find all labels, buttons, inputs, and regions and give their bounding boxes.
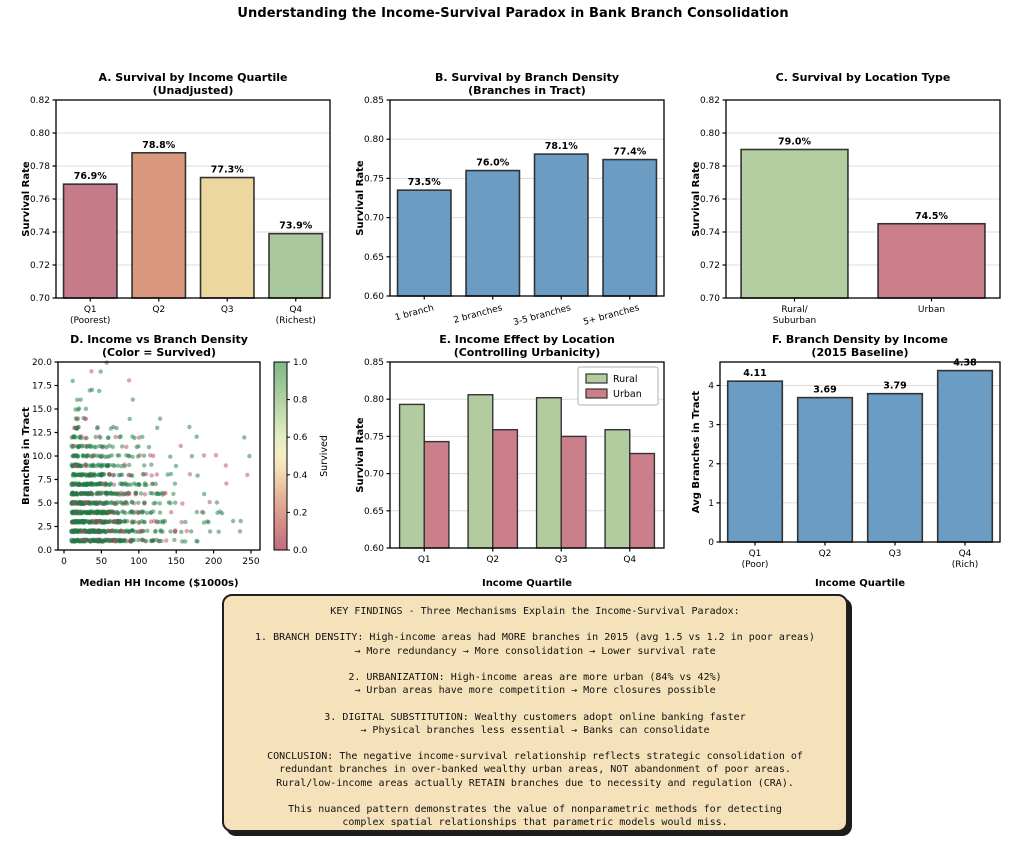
findings-line: 1. BRANCH DENSITY: High-income areas had MORE branches in 2015 (avg 1.5 vs 1.2 in poor areas) [255, 632, 815, 644]
y-axis-label: Survival Rate [691, 161, 702, 237]
svg-text:Suburban: Suburban [772, 316, 817, 326]
svg-text:(Poor): (Poor) [741, 560, 769, 570]
svg-text:10.0: 10.0 [31, 452, 52, 462]
panel-title: B. Survival by Branch Density [435, 71, 619, 84]
panel-title: A. Survival by Income Quartile [98, 71, 288, 84]
svg-text:Q3: Q3 [220, 305, 234, 315]
bar-value-label: 76.9% [73, 171, 107, 183]
panel-b-survival-by-branch-density [352, 68, 674, 330]
bar [64, 184, 117, 298]
svg-text:12.5: 12.5 [31, 428, 52, 439]
svg-text:0.78: 0.78 [699, 162, 720, 172]
svg-text:0.70: 0.70 [29, 294, 50, 304]
findings-line: redundant branches in over-banked wealthy urban areas, NOT abandonment of poor areas. [279, 764, 791, 776]
bar [603, 160, 656, 296]
svg-text:0.80: 0.80 [699, 129, 720, 139]
y-axis-label: Avg Branches in Tract [691, 390, 702, 514]
svg-text:0.2: 0.2 [293, 508, 308, 519]
svg-text:0.80: 0.80 [29, 129, 50, 139]
bar-value-label: 78.1% [544, 141, 578, 153]
panel-a-survival-by-income-quartile [18, 68, 340, 330]
svg-text:0.80: 0.80 [363, 135, 384, 146]
svg-text:0: 0 [61, 557, 67, 567]
y-axis-label: Survival Rate [21, 161, 32, 237]
svg-text:Urban: Urban [917, 305, 946, 315]
panel-title: (2015 Baseline) [811, 346, 909, 359]
svg-text:0.0: 0.0 [293, 546, 308, 556]
svg-text:0.70: 0.70 [699, 294, 720, 304]
svg-text:Q2: Q2 [486, 555, 500, 565]
svg-text:7.5: 7.5 [37, 475, 52, 486]
findings-line: complex spatial relationships that parametric models would miss. [342, 817, 728, 829]
key-findings-box [222, 594, 848, 832]
legend-swatch [586, 374, 607, 383]
svg-text:0.0: 0.0 [37, 546, 52, 556]
svg-text:0.75: 0.75 [363, 174, 384, 185]
svg-text:Q1: Q1 [748, 549, 762, 559]
svg-text:0.72: 0.72 [29, 261, 50, 271]
bar-value-label: 3.79 [883, 380, 907, 392]
svg-text:0.76: 0.76 [699, 195, 720, 205]
svg-text:5.0: 5.0 [37, 499, 52, 509]
x-axis-label: Median HH Income ($1000s) [79, 578, 239, 589]
figure-title: Understanding the Income-Survival Paradox in Bank Branch Consolidation [237, 6, 789, 21]
bar [878, 224, 985, 298]
bar-value-label: 76.0% [476, 157, 510, 169]
svg-text:250: 250 [242, 557, 260, 567]
panel-f-branch-density-by-income [688, 330, 1010, 592]
findings-line [224, 790, 846, 803]
svg-text:15.0: 15.0 [31, 405, 52, 415]
svg-text:Q3: Q3 [554, 555, 568, 565]
panel-title: D. Income vs Branch Density [70, 333, 248, 346]
panel-title: E. Income Effect by Location [439, 333, 615, 346]
svg-text:3-5 branches: 3-5 branches [512, 303, 573, 329]
chart-svg-D [18, 330, 340, 592]
svg-text:2.5: 2.5 [37, 522, 52, 533]
bar-value-label: 73.9% [279, 220, 313, 232]
findings-line: 3. DIGITAL SUBSTITUTION: Wealthy customers adopt online banking faster [324, 711, 746, 723]
bar-value-label: 4.38 [953, 357, 977, 369]
y-axis-label: Survival Rate [355, 417, 366, 493]
bar-urban [561, 436, 586, 548]
bar [132, 153, 185, 298]
svg-text:4: 4 [708, 381, 714, 392]
bar-value-label: 73.5% [407, 177, 441, 189]
svg-text:0.60: 0.60 [363, 292, 384, 302]
scatter-points [69, 360, 251, 543]
bar-rural [400, 404, 425, 548]
svg-text:17.5: 17.5 [31, 381, 52, 392]
svg-text:0.82: 0.82 [699, 96, 720, 106]
panel-e-income-effect-by-location [352, 330, 674, 592]
colorbar-label: Survived [319, 435, 330, 477]
bar [938, 371, 993, 542]
svg-text:0.74: 0.74 [29, 228, 50, 238]
findings-line [224, 737, 846, 750]
svg-text:1.0: 1.0 [293, 358, 308, 368]
svg-text:0.80: 0.80 [363, 395, 384, 406]
bar [398, 190, 451, 296]
bar [201, 178, 254, 298]
svg-text:0.75: 0.75 [363, 432, 384, 443]
panel-c-survival-by-location-type [688, 68, 1010, 330]
svg-text:150: 150 [167, 557, 185, 567]
chart-svg-A [18, 68, 340, 330]
findings-line: This nuanced pattern demonstrates the value of nonparametric methods for detecting [288, 803, 782, 815]
bar-value-label: 3.69 [813, 384, 837, 396]
svg-text:0.74: 0.74 [699, 228, 720, 238]
svg-text:0.65: 0.65 [363, 506, 384, 517]
legend-label: Rural [613, 374, 638, 385]
svg-text:Q4: Q4 [958, 549, 972, 559]
findings-line: → More redundancy → More consolidation → Lower survival rate [354, 645, 716, 657]
svg-text:0.70: 0.70 [363, 213, 384, 224]
bar-value-label: 79.0% [778, 136, 811, 148]
x-axis-label: Income Quartile [814, 578, 906, 589]
bar-value-label: 74.5% [915, 210, 948, 222]
findings-line: KEY FINDINGS - Three Mechanisms Explain the Income-Survival Paradox: [330, 606, 740, 617]
svg-text:0.60: 0.60 [363, 544, 384, 554]
panel-title: C. Survival by Location Type [775, 71, 951, 84]
panel-title: (Controlling Urbanicity) [453, 346, 601, 359]
svg-text:Q1: Q1 [417, 555, 431, 565]
svg-text:0.8: 0.8 [293, 395, 308, 406]
colorbar [274, 362, 287, 550]
svg-text:200: 200 [205, 557, 223, 567]
svg-text:Q1: Q1 [83, 305, 97, 315]
panel-title: (Branches in Tract) [468, 84, 586, 97]
bar-rural [468, 395, 493, 548]
svg-text:(Poorest): (Poorest) [70, 316, 111, 326]
svg-text:Rural/: Rural/ [781, 305, 808, 315]
bar-urban [493, 430, 518, 548]
svg-text:Q2: Q2 [818, 549, 832, 559]
findings-line [224, 697, 846, 710]
x-axis-label: Income Quartile [481, 578, 573, 589]
svg-text:2 branches: 2 branches [452, 303, 504, 326]
svg-text:1 branch: 1 branch [393, 303, 436, 324]
findings-line: CONCLUSION: The negative income-survival relationship reflects strategic consolidation of [267, 751, 803, 763]
legend-swatch [586, 389, 607, 398]
svg-text:0.78: 0.78 [29, 162, 50, 172]
chart-svg-C [688, 68, 1010, 330]
svg-text:50: 50 [95, 557, 108, 567]
bar [868, 394, 923, 542]
svg-text:0.72: 0.72 [699, 261, 720, 271]
svg-text:0.76: 0.76 [29, 195, 50, 205]
svg-text:3: 3 [708, 420, 714, 431]
svg-text:0.6: 0.6 [293, 433, 308, 444]
svg-text:0.82: 0.82 [29, 96, 50, 106]
panel-d-income-vs-branch-density-scatter [18, 330, 340, 592]
chart-svg-B [352, 68, 674, 330]
bar-value-label: 77.3% [210, 164, 244, 176]
bar [535, 154, 588, 296]
bar-value-label: 77.4% [613, 146, 647, 158]
y-axis-label: Survival Rate [355, 160, 366, 236]
svg-text:0.65: 0.65 [363, 252, 384, 263]
bar-rural [537, 398, 562, 548]
bar [741, 150, 848, 299]
svg-text:0.85: 0.85 [363, 358, 384, 368]
svg-text:(Rich): (Rich) [951, 560, 979, 570]
y-axis-label: Branches in Tract [21, 407, 32, 505]
svg-text:5+ branches: 5+ branches [582, 303, 641, 328]
svg-text:20.0: 20.0 [31, 358, 52, 368]
svg-text:1: 1 [708, 498, 714, 509]
svg-text:Q4: Q4 [623, 555, 637, 565]
bar-urban [424, 442, 449, 548]
svg-text:100: 100 [130, 557, 148, 567]
panel-title: (Unadjusted) [152, 84, 234, 97]
svg-text:0.70: 0.70 [363, 469, 384, 480]
svg-text:0.4: 0.4 [293, 470, 308, 481]
svg-text:Q2: Q2 [152, 305, 166, 315]
findings-line [224, 658, 846, 671]
findings-line: Rural/low-income areas actually RETAIN branches due to necessity and regulation (CRA). [276, 777, 794, 789]
svg-text:(Richest): (Richest) [275, 316, 316, 326]
svg-text:Q4: Q4 [289, 305, 303, 315]
findings-line [224, 618, 846, 631]
legend-label: Urban [613, 389, 642, 400]
panel-title: (Color = Survived) [102, 346, 216, 359]
panel-title: F. Branch Density by Income [772, 333, 948, 346]
bar-urban [630, 454, 655, 548]
svg-text:0.85: 0.85 [363, 96, 384, 106]
bar [466, 171, 519, 296]
svg-text:0: 0 [708, 538, 714, 548]
svg-text:Q3: Q3 [888, 549, 902, 559]
bar [798, 398, 853, 542]
findings-line: → Physical branches less essential → Banks can consolidate [360, 724, 710, 736]
bar-value-label: 4.11 [743, 368, 767, 380]
bar-value-label: 78.8% [142, 139, 176, 151]
chart-svg-F [688, 330, 1010, 592]
bar [728, 381, 783, 542]
svg-text:2: 2 [708, 459, 714, 470]
chart-svg-E [352, 330, 674, 592]
findings-line: → Urban areas have more competition → More closures possible [354, 685, 716, 697]
bar [269, 234, 322, 298]
bar-rural [605, 430, 630, 548]
findings-line: 2. URBANIZATION: High-income areas are more urban (84% vs 42%) [348, 671, 722, 683]
